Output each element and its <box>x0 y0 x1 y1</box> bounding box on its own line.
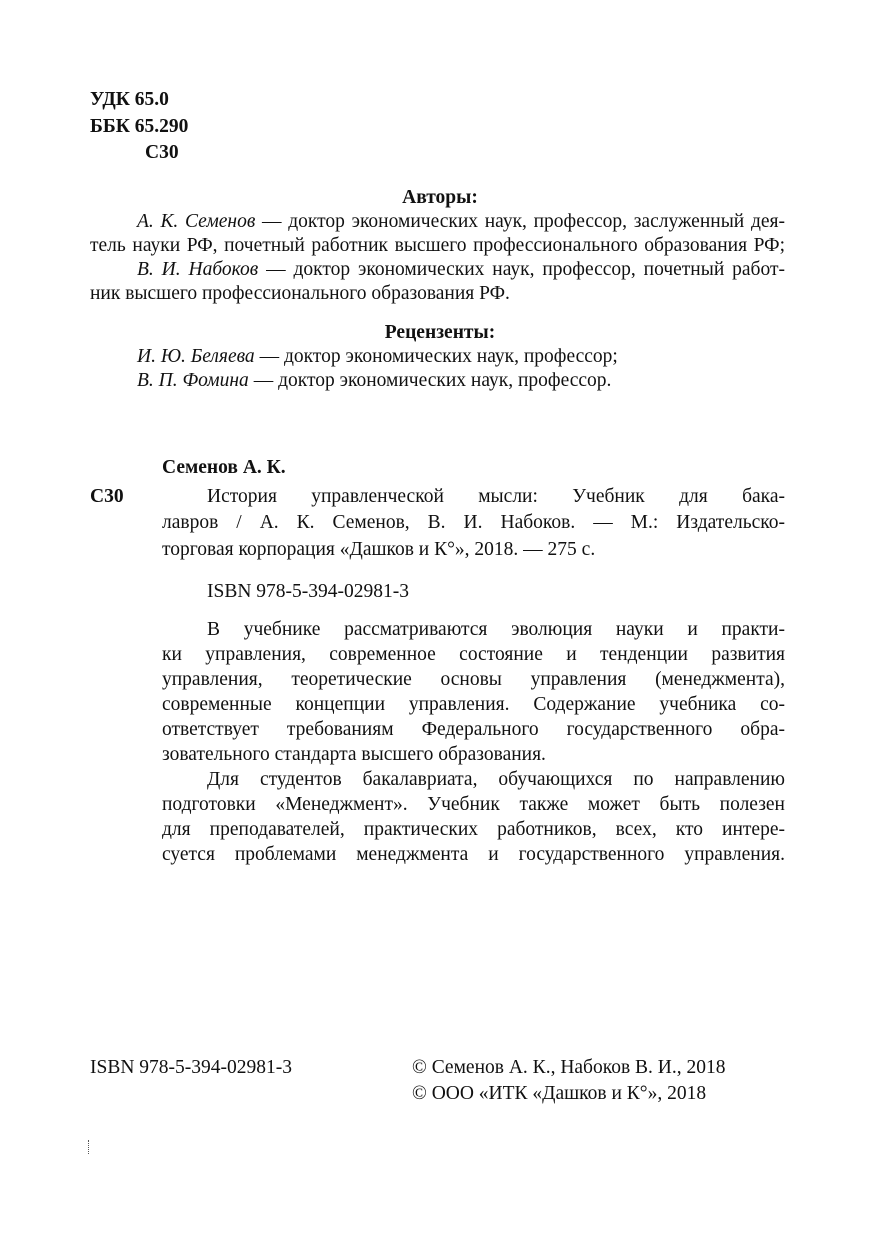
abstract-p2-line: суется проблемами менеджмента и государственного управления. <box>162 844 785 865</box>
reviewer-1-name: И. Ю. Беляева <box>137 346 255 367</box>
abstract-p1-line: современные концепции управления. Содержание учебника со- <box>162 694 785 715</box>
author-2-line-2: ник высшего профессионального образования РФ. <box>90 283 510 304</box>
author-1-line-1 <box>137 210 785 234</box>
reviewer-2-name: В. П. Фомина <box>137 370 249 391</box>
entry-line-2: лавров / А. К. Семенов, В. И. Набоков. — М.: Издательско- <box>162 512 785 533</box>
entry-line-1: История управленческой мысли: Учебник для бака- <box>207 486 785 507</box>
copyright-publisher: © ООО «ИТК «Дашков и К°», 2018 <box>412 1083 707 1104</box>
entry-line-3: торговая корпорация «Дашков и К°», 2018. — 275 с. <box>162 539 596 560</box>
authors-heading: Авторы: <box>402 187 478 208</box>
abstract-p1-line: ответствует требованиям Федерального государственного обра- <box>162 719 785 740</box>
abstract-p2-line: для преподавателей, практических работников, всех, кто интере- <box>162 819 785 840</box>
entry-isbn: ISBN 978-5-394-02981-3 <box>207 581 410 602</box>
crop-mark <box>88 1140 91 1154</box>
reviewer-1 <box>137 345 618 369</box>
abstract-p1-line: В учебнике рассматриваются эволюция науки и практи- <box>207 619 785 640</box>
abstract-p1-line: зовательного стандарта высшего образования. <box>162 744 546 765</box>
abstract-p1-line: ки управления, современное состояние и тенденции развития <box>162 644 785 665</box>
abstract-p2-line: подготовки «Менеджмент». Учебник также может быть полезен <box>162 794 785 815</box>
author-mark: С30 <box>145 142 179 163</box>
copyright-authors: © Семенов А. К., Набоков В. И., 2018 <box>412 1057 726 1078</box>
author-1-name: А. К. Семенов <box>137 211 256 232</box>
abstract-p2-line: Для студентов бакалавриата, обучающихся по направлению <box>207 769 785 790</box>
footer-isbn: ISBN 978-5-394-02981-3 <box>90 1057 293 1078</box>
entry-code: С30 <box>90 486 124 507</box>
author-2-text: — доктор экономических наук, профессор, почетный работ- <box>258 259 785 280</box>
reviewer-2 <box>137 369 611 393</box>
reviewer-2-text: — доктор экономических наук, профессор. <box>248 370 612 391</box>
author-1-text: — доктор экономических наук, профессор, заслуженный дея- <box>255 211 785 232</box>
abstract-p1-line: управления, теоретические основы управления (менеджмента), <box>162 669 785 690</box>
udk-code: УДК 65.0 <box>90 89 169 110</box>
reviewers-heading: Рецензенты: <box>384 322 496 343</box>
bbk-code: ББК 65.290 <box>90 116 189 137</box>
reviewer-1-text: — доктор экономических наук, профессор; <box>254 346 618 367</box>
author-2-line-1 <box>137 258 785 282</box>
author-2-name: В. И. Набоков <box>137 259 259 280</box>
entry-author: Семенов А. К. <box>162 457 286 478</box>
author-1-line-2: тель науки РФ, почетный работник высшего профессионального образования РФ; <box>90 235 785 256</box>
